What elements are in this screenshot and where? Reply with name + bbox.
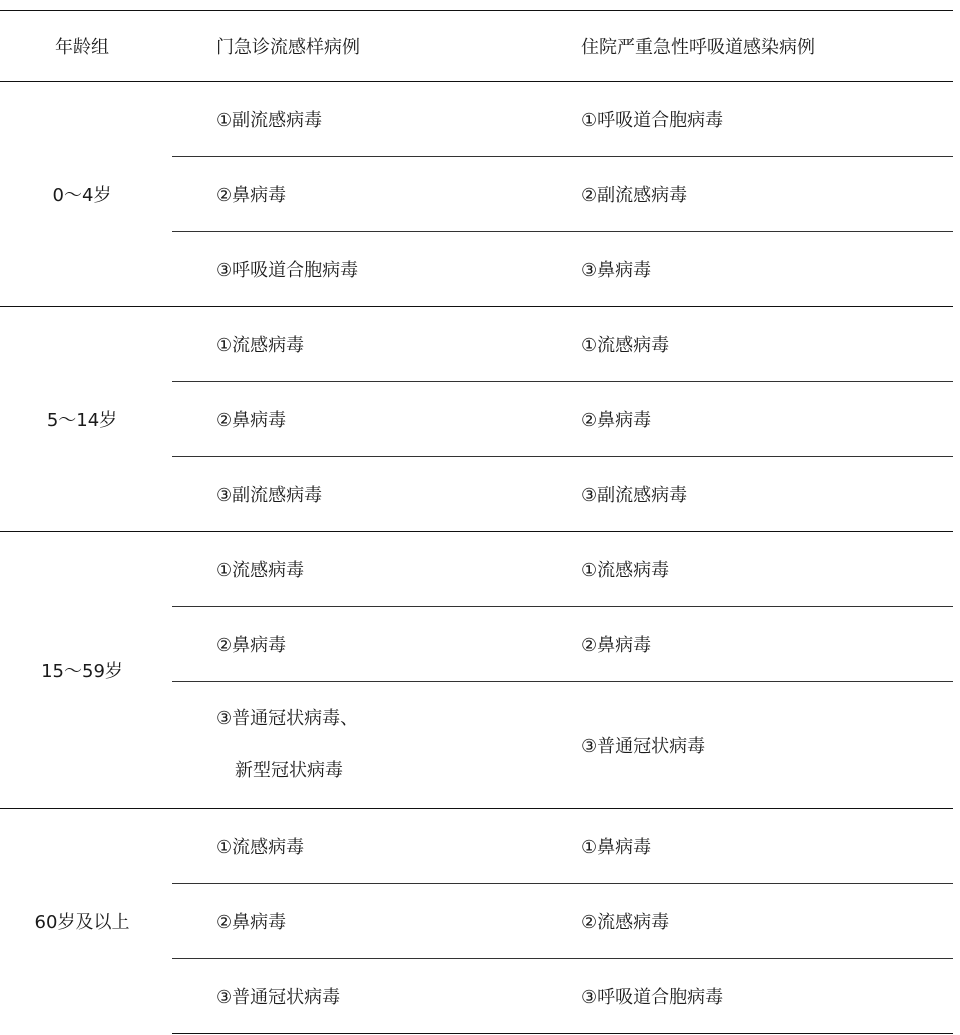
outpatient-cell: ③副流感病毒 bbox=[172, 457, 535, 532]
inpatient-cell: ③鼻病毒 bbox=[535, 232, 953, 307]
outpatient-cell: ②鼻病毒 bbox=[172, 382, 535, 457]
inpatient-cell: ①流感病毒 bbox=[535, 532, 953, 607]
outpatient-cell: ①流感病毒 bbox=[172, 532, 535, 607]
header-inpatient: 住院严重急性呼吸道感染病例 bbox=[535, 11, 953, 82]
outpatient-line-2: 新型冠状病毒 bbox=[235, 760, 343, 781]
header-age-group: 年龄组 bbox=[0, 11, 172, 82]
inpatient-cell: ③普通冠状病毒 bbox=[535, 682, 953, 809]
inpatient-cell: ①鼻病毒 bbox=[535, 809, 953, 884]
inpatient-cell: ②副流感病毒 bbox=[535, 157, 953, 232]
table-row bbox=[0, 532, 953, 607]
table-header bbox=[0, 11, 953, 82]
age-group-label: 60岁及以上 bbox=[0, 809, 172, 1034]
inpatient-cell: ②流感病毒 bbox=[535, 884, 953, 959]
inpatient-cell: ②鼻病毒 bbox=[535, 382, 953, 457]
outpatient-cell: ①副流感病毒 bbox=[172, 82, 535, 157]
table-row bbox=[0, 809, 953, 884]
age-group-15-59 bbox=[0, 532, 953, 809]
pathogen-ranking-table bbox=[0, 10, 953, 1034]
table-row bbox=[0, 82, 953, 157]
outpatient-cell: ③呼吸道合胞病毒 bbox=[172, 232, 535, 307]
age-group-label: 15～59岁 bbox=[0, 532, 172, 809]
inpatient-cell: ③呼吸道合胞病毒 bbox=[535, 959, 953, 1034]
outpatient-cell: ①流感病毒 bbox=[172, 809, 535, 884]
inpatient-cell: ③副流感病毒 bbox=[535, 457, 953, 532]
outpatient-cell: ②鼻病毒 bbox=[172, 157, 535, 232]
inpatient-cell: ①呼吸道合胞病毒 bbox=[535, 82, 953, 157]
outpatient-cell bbox=[172, 682, 535, 809]
outpatient-line-1: ③普通冠状病毒、 bbox=[216, 708, 359, 729]
inpatient-cell: ②鼻病毒 bbox=[535, 607, 953, 682]
header-outpatient: 门急诊流感样病例 bbox=[172, 11, 535, 82]
table-row bbox=[0, 307, 953, 382]
age-group-label: 0～4岁 bbox=[0, 82, 172, 307]
outpatient-cell: ②鼻病毒 bbox=[172, 607, 535, 682]
header-row bbox=[0, 11, 953, 82]
age-group-60-plus bbox=[0, 809, 953, 1034]
age-group-0-4 bbox=[0, 82, 953, 307]
age-group-5-14 bbox=[0, 307, 953, 532]
age-group-label: 5～14岁 bbox=[0, 307, 172, 532]
outpatient-cell: ①流感病毒 bbox=[172, 307, 535, 382]
inpatient-cell: ①流感病毒 bbox=[535, 307, 953, 382]
outpatient-cell: ②鼻病毒 bbox=[172, 884, 535, 959]
outpatient-cell: ③普通冠状病毒 bbox=[172, 959, 535, 1034]
